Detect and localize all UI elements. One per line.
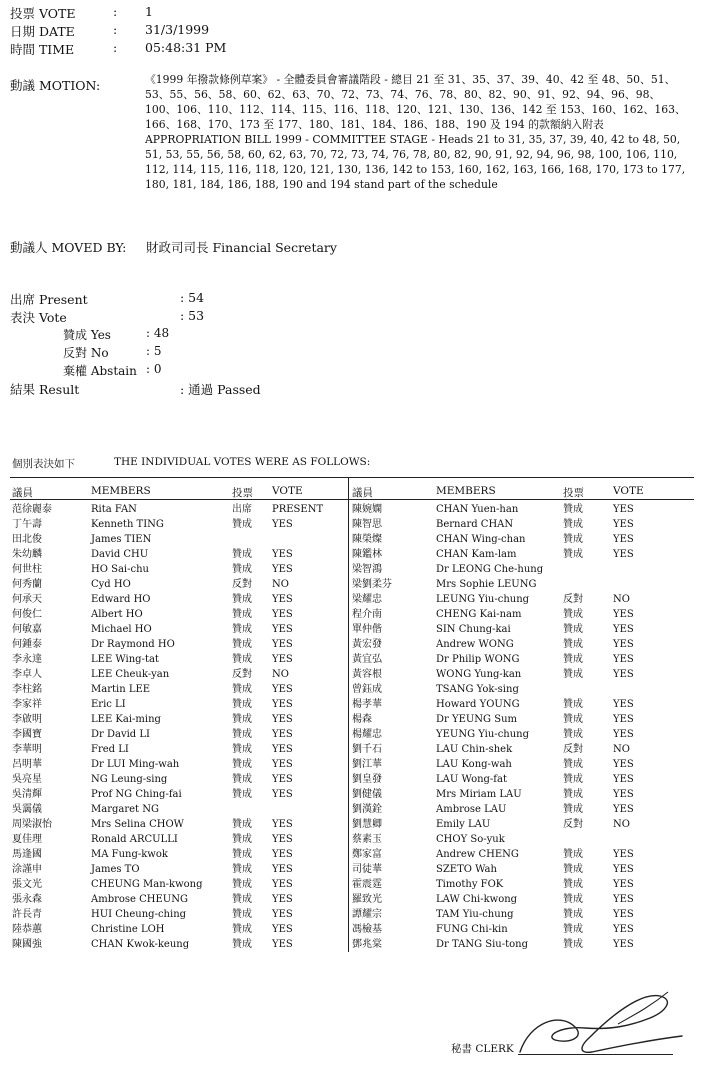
member-name-chinese: 田北俊	[12, 534, 42, 545]
vote-english: YES	[613, 939, 634, 950]
member-name-english: TAM Yiu-chung	[436, 909, 514, 920]
member-name-chinese: 許長青	[12, 909, 42, 920]
vote-chinese: 贊成	[232, 894, 252, 905]
vote-chinese: 贊成	[232, 699, 252, 710]
table-row	[0, 922, 704, 937]
vote-chinese: 贊成	[563, 759, 583, 770]
member-name-english: LAW Chi-kwong	[436, 894, 518, 905]
vote-chinese: 贊成	[232, 849, 252, 860]
member-name-english: LEE Wing-tat	[91, 654, 159, 665]
member-name-chinese: 梁劉柔芬	[352, 579, 392, 590]
vote-chinese: 贊成	[563, 519, 583, 530]
vote-english: YES	[613, 804, 634, 815]
member-name-chinese: 楊森	[352, 714, 372, 725]
vote-english: NO	[613, 744, 630, 755]
vote-english: YES	[272, 714, 293, 725]
vote-english: YES	[272, 939, 293, 950]
table-row	[0, 547, 704, 562]
member-name-chinese: 何鍾泰	[12, 639, 42, 650]
vote-english: YES	[272, 594, 293, 605]
member-name-chinese: 劉健儀	[352, 789, 382, 800]
col-vote-zh: 投票	[563, 487, 584, 499]
col-vote: VOTE	[272, 485, 303, 497]
vote-english: PRESENT	[272, 504, 324, 515]
vote-english: YES	[272, 909, 293, 920]
member-name-english: LEUNG Yiu-chung	[436, 594, 530, 605]
table-row	[0, 502, 704, 517]
vote-chinese: 贊成	[232, 864, 252, 875]
vote-chinese: 贊成	[563, 864, 583, 875]
motion-text	[145, 72, 690, 192]
vote-chinese: 反對	[563, 744, 583, 755]
member-name-english: Kenneth TING	[91, 519, 164, 530]
vote-english: YES	[272, 624, 293, 635]
vote-english: YES	[613, 879, 634, 890]
member-name-chinese: 劉江華	[352, 759, 382, 770]
col-member-zh: 議員	[12, 487, 33, 499]
table-row	[0, 937, 704, 952]
member-name-english: Edward HO	[91, 594, 151, 605]
vote-english: YES	[272, 864, 293, 875]
vote-english: YES	[613, 534, 634, 545]
member-name-english: Emily LAU	[436, 819, 491, 830]
member-name-english: David CHU	[91, 549, 149, 560]
yes-count: : 48	[146, 326, 170, 340]
member-name-chinese: 涂謹申	[12, 864, 42, 875]
table-row	[0, 817, 704, 832]
member-name-english: Ambrose CHEUNG	[91, 894, 188, 905]
vote-chinese: 贊成	[232, 759, 252, 770]
member-name-english: CHOY So-yuk	[436, 834, 505, 845]
member-name-english: CHAN Kam-lam	[436, 549, 517, 560]
table-row	[0, 832, 704, 847]
member-name-chinese: 夏佳理	[12, 834, 42, 845]
vote-number-label: 投票 VOTE	[10, 6, 76, 21]
member-name-english: WONG Yung-kan	[436, 669, 522, 680]
member-name-english: Martin LEE	[91, 684, 151, 695]
col-members: MEMBERS	[91, 485, 151, 497]
vote-chinese: 贊成	[232, 714, 252, 725]
member-name-english: Howard YOUNG	[436, 699, 520, 710]
table-row	[0, 652, 704, 667]
vote-english: YES	[613, 894, 634, 905]
vote-english: YES	[272, 879, 293, 890]
table-row	[0, 802, 704, 817]
table-row	[0, 727, 704, 742]
date-label: 日期 DATE	[10, 24, 75, 39]
vote-chinese: 贊成	[232, 774, 252, 785]
member-name-chinese: 何世柱	[12, 564, 42, 575]
table-row	[0, 877, 704, 892]
member-name-english: Dr TANG Siu-tong	[436, 939, 528, 950]
vote-chinese: 贊成	[232, 609, 252, 620]
vote-chinese: 贊成	[232, 519, 252, 530]
member-name-english: MA Fung-kwok	[91, 849, 168, 860]
vote-chinese: 贊成	[232, 879, 252, 890]
member-name-chinese: 李啟明	[12, 714, 42, 725]
vote-chinese: 贊成	[232, 939, 252, 950]
vote-english: YES	[613, 639, 634, 650]
colon: :	[113, 22, 118, 37]
member-name-english: Ambrose LAU	[436, 804, 507, 815]
vote-chinese: 贊成	[563, 654, 583, 665]
vote-chinese: 贊成	[563, 534, 583, 545]
member-name-english: SIN Chung-kai	[436, 624, 511, 635]
table-top-rule	[10, 477, 694, 478]
member-name-english: Michael HO	[91, 624, 152, 635]
vote-english: YES	[272, 849, 293, 860]
yes-label: 贊成 Yes	[63, 328, 111, 342]
no-count: : 5	[146, 344, 162, 358]
vote-chinese: 贊成	[563, 849, 583, 860]
member-name-english: HO Sai-chu	[91, 564, 149, 575]
vote-english: NO	[613, 819, 630, 830]
member-name-english: Fred LI	[91, 744, 129, 755]
member-name-chinese: 李華明	[12, 744, 42, 755]
member-name-chinese: 霍震霆	[352, 879, 382, 890]
member-name-english: Margaret NG	[91, 804, 159, 815]
member-name-english: SZETO Wah	[436, 864, 497, 875]
member-name-english: YEUNG Yiu-chung	[436, 729, 530, 740]
vote-english: YES	[613, 849, 634, 860]
time-label: 時間 TIME	[10, 42, 75, 57]
vote-chinese: 贊成	[563, 879, 583, 890]
member-name-english: LAU Chin-shek	[436, 744, 513, 755]
vote-english: YES	[613, 624, 634, 635]
table-row	[0, 607, 704, 622]
vote-chinese: 贊成	[563, 669, 583, 680]
abstain-count: : 0	[146, 362, 162, 376]
member-name-english: Eric LI	[91, 699, 126, 710]
vote-english: YES	[613, 504, 634, 515]
member-name-english: CHAN Kwok-keung	[91, 939, 190, 950]
vote-english: YES	[272, 519, 293, 530]
member-name-chinese: 程介南	[352, 609, 382, 620]
member-name-english: Mrs Miriam LAU	[436, 789, 522, 800]
abstain-label: 棄權 Abstain	[63, 364, 137, 378]
vote-english: YES	[272, 729, 293, 740]
vote-chinese: 贊成	[232, 924, 252, 935]
member-name-chinese: 馬逢國	[12, 849, 42, 860]
col-vote: VOTE	[613, 485, 644, 497]
member-name-chinese: 梁耀忠	[352, 594, 382, 605]
vote-english: YES	[272, 564, 293, 575]
member-name-english: Dr LEONG Che-hung	[436, 564, 544, 575]
moved-by-label: 動議人 MOVED BY:	[10, 240, 127, 255]
table-row	[0, 787, 704, 802]
table-row	[0, 697, 704, 712]
member-name-chinese: 何秀蘭	[12, 579, 42, 590]
table-row	[0, 592, 704, 607]
individual-votes-title-zh: 個別表決如下	[12, 458, 75, 470]
member-name-chinese: 李柱銘	[12, 684, 42, 695]
vote-english: YES	[613, 789, 634, 800]
member-name-chinese: 陳鑑林	[352, 549, 382, 560]
vote-english: YES	[613, 759, 634, 770]
vote-chinese: 反對	[232, 579, 252, 590]
member-name-english: Dr Philip WONG	[436, 654, 520, 665]
member-name-english: HUI Cheung-ching	[91, 909, 187, 920]
vote-english: YES	[613, 729, 634, 740]
member-name-english: LAU Wong-fat	[436, 774, 507, 785]
member-name-chinese: 陳智思	[352, 519, 382, 530]
member-name-chinese: 李國寶	[12, 729, 42, 740]
vote-english: YES	[613, 774, 634, 785]
table-row	[0, 712, 704, 727]
member-name-english: LEE Kai-ming	[91, 714, 161, 725]
member-name-english: Ronald ARCULLI	[91, 834, 178, 845]
member-name-chinese: 范徐麗泰	[12, 504, 52, 515]
member-name-english: Andrew WONG	[436, 639, 514, 650]
member-name-english: Albert HO	[91, 609, 143, 620]
vote-chinese: 贊成	[563, 624, 583, 635]
member-name-english: Dr LUI Ming-wah	[91, 759, 180, 770]
member-name-english: Andrew CHENG	[436, 849, 519, 860]
member-name-chinese: 單仲偕	[352, 624, 382, 635]
vote-english: YES	[272, 549, 293, 560]
member-name-chinese: 陸恭蕙	[12, 924, 42, 935]
vote-chinese: 反對	[563, 594, 583, 605]
member-name-chinese: 馮檢基	[352, 924, 382, 935]
member-name-english: Bernard CHAN	[436, 519, 514, 530]
vote-english: YES	[272, 609, 293, 620]
vote-chinese: 贊成	[563, 804, 583, 815]
member-name-english: Dr David LI	[91, 729, 150, 740]
vote-chinese: 贊成	[563, 729, 583, 740]
vote-chinese: 贊成	[232, 819, 252, 830]
vote-english: YES	[613, 714, 634, 725]
vote-chinese: 贊成	[563, 714, 583, 725]
member-name-english: FUNG Chi-kin	[436, 924, 508, 935]
clerk-signature	[500, 982, 690, 1064]
member-name-english: Prof NG Ching-fai	[91, 789, 182, 800]
member-name-chinese: 朱幼麟	[12, 549, 42, 560]
vote-english: YES	[613, 549, 634, 560]
vote-english: YES	[272, 639, 293, 650]
member-name-chinese: 張永森	[12, 894, 42, 905]
member-name-chinese: 周梁淑怡	[12, 819, 52, 830]
vote-english: YES	[272, 774, 293, 785]
member-name-english: Dr YEUNG Sum	[436, 714, 517, 725]
member-name-chinese: 何敏嘉	[12, 624, 42, 635]
table-row	[0, 772, 704, 787]
vote-english: YES	[272, 834, 293, 845]
table-row	[0, 562, 704, 577]
member-name-english: James TO	[91, 864, 140, 875]
member-name-chinese: 梁智鴻	[352, 564, 382, 575]
vote-english: YES	[613, 519, 634, 530]
clerk-label: 秘書 CLERK	[451, 1043, 514, 1055]
motion-chinese: 《1999 年撥款條例草案》 - 全體委員會審議階段 - 總目 21 至 31、35、37、39、40、42 至 48、50、51、53、55、56、58、60、62、63、70、72、73、74、76、78、80、82、90、91、92、94、96、98、100、106、110、112、114、115、116、118、120、121、130、136、142 至 153、160、162、163、166、168、170、173 至 177、180、181、184、186、188、190 及 194 的款額納入附表	[145, 73, 686, 131]
vote-english: YES	[272, 654, 293, 665]
col-vote-zh: 投票	[232, 487, 253, 499]
table-row	[0, 847, 704, 862]
member-name-english: TSANG Yok-sing	[436, 684, 519, 695]
member-name-chinese: 呂明華	[12, 759, 42, 770]
member-name-chinese: 陳國強	[12, 939, 42, 950]
result-label: 結果 Result	[10, 382, 80, 397]
result-value: : 通過 Passed	[180, 382, 261, 397]
vote-english: YES	[272, 924, 293, 935]
table-row	[0, 517, 704, 532]
member-name-english: CHENG Kai-nam	[436, 609, 522, 620]
member-name-chinese: 譚耀宗	[352, 909, 382, 920]
member-name-english: CHAN Wing-chan	[436, 534, 526, 545]
vote-english: YES	[272, 699, 293, 710]
member-name-chinese: 陳婉嫻	[352, 504, 382, 515]
table-row	[0, 667, 704, 682]
date-value: 31/3/1999	[145, 22, 210, 37]
vote-chinese: 贊成	[563, 789, 583, 800]
member-name-chinese: 黃宜弘	[352, 654, 382, 665]
vote-chinese: 贊成	[563, 909, 583, 920]
vote-chinese: 贊成	[563, 549, 583, 560]
vote-chinese: 贊成	[232, 744, 252, 755]
table-row	[0, 757, 704, 772]
member-name-chinese: 蔡素玉	[352, 834, 382, 845]
member-name-chinese: 曾鈺成	[352, 684, 382, 695]
member-name-english: CHEUNG Man-kwong	[91, 879, 203, 890]
table-row	[0, 622, 704, 637]
vote-english: YES	[613, 699, 634, 710]
member-name-english: Christine LOH	[91, 924, 165, 935]
member-name-chinese: 鄧兆棠	[352, 939, 382, 950]
vote-chinese: 贊成	[563, 609, 583, 620]
table-row	[0, 862, 704, 877]
member-name-english: NG Leung-sing	[91, 774, 168, 785]
member-name-english: Rita FAN	[91, 504, 137, 515]
member-name-english: Mrs Sophie LEUNG	[436, 579, 537, 590]
member-name-chinese: 李永達	[12, 654, 42, 665]
present-label: 出席 Present	[10, 292, 88, 307]
member-name-english: CHAN Yuen-han	[436, 504, 519, 515]
member-name-chinese: 李家祥	[12, 699, 42, 710]
vote-count-label: 表決 Vote	[10, 310, 67, 325]
vote-number: 1	[145, 4, 153, 19]
member-name-chinese: 楊孝華	[352, 699, 382, 710]
member-name-english: Cyd HO	[91, 579, 131, 590]
member-name-chinese: 劉漢銓	[352, 804, 382, 815]
motion-label: 動議 MOTION:	[10, 78, 101, 93]
table-row	[0, 742, 704, 757]
time-value: 05:48:31 PM	[145, 40, 227, 55]
vote-chinese: 贊成	[232, 834, 252, 845]
vote-english: YES	[272, 759, 293, 770]
member-name-chinese: 丁午壽	[12, 519, 42, 530]
vote-chinese: 出席	[232, 504, 252, 515]
vote-english: YES	[613, 654, 634, 665]
vote-chinese: 贊成	[563, 924, 583, 935]
vote-chinese: 贊成	[232, 594, 252, 605]
vote-english: YES	[613, 669, 634, 680]
member-name-chinese: 司徒華	[352, 864, 382, 875]
vote-chinese: 贊成	[232, 639, 252, 650]
member-name-chinese: 何承天	[12, 594, 42, 605]
vote-chinese: 贊成	[563, 939, 583, 950]
col-members: MEMBERS	[436, 485, 496, 497]
vote-english: YES	[613, 924, 634, 935]
member-name-chinese: 吳靄儀	[12, 804, 42, 815]
vote-chinese: 贊成	[232, 624, 252, 635]
member-name-chinese: 劉慧卿	[352, 819, 382, 830]
vote-chinese: 贊成	[563, 774, 583, 785]
vote-chinese: 贊成	[232, 684, 252, 695]
member-name-chinese: 吳清輝	[12, 789, 42, 800]
member-name-chinese: 楊耀忠	[352, 729, 382, 740]
vote-english: YES	[613, 864, 634, 875]
col-member-zh: 議員	[352, 487, 373, 499]
member-name-chinese: 吳亮星	[12, 774, 42, 785]
present-count: : 54	[180, 290, 205, 305]
vote-english: YES	[272, 744, 293, 755]
vote-chinese: 贊成	[563, 894, 583, 905]
motion-english: APPROPRIATION BILL 1999 - COMMITTEE STAGE - Heads 21 to 31, 35, 37, 39, 40, 42 to 48, 50, 51, 53, 55, 56, 58, 60, 62, 63, 70, 72, 73, 74, 76, 78, 80, 82, 90, 91, 92, 94, 96, 98, 100, 106, 110, 112, 114, 115, 116, 118, 120, 121, 130, 136, 142 to 153, 160, 162, 163, 166, 168, 170, 173 to 177, 180, 181, 184, 186, 188, 190 and 194 stand part of the schedule	[145, 133, 686, 191]
member-name-chinese: 劉千石	[352, 744, 382, 755]
vote-chinese: 反對	[232, 669, 252, 680]
vote-chinese: 贊成	[232, 789, 252, 800]
vote-chinese: 反對	[563, 819, 583, 830]
member-name-english: LEE Cheuk-yan	[91, 669, 170, 680]
vote-english: YES	[272, 684, 293, 695]
vote-english: NO	[272, 579, 289, 590]
vote-chinese: 贊成	[563, 504, 583, 515]
member-name-chinese: 李卓人	[12, 669, 42, 680]
member-name-chinese: 黃宏發	[352, 639, 382, 650]
table-row	[0, 532, 704, 547]
member-name-english: Timothy FOK	[436, 879, 504, 890]
vote-english: YES	[613, 909, 634, 920]
member-name-english: Dr Raymond HO	[91, 639, 175, 650]
vote-chinese: 贊成	[563, 699, 583, 710]
member-name-chinese: 張文光	[12, 879, 42, 890]
vote-english: YES	[272, 894, 293, 905]
vote-chinese: 贊成	[232, 909, 252, 920]
member-name-chinese: 黃容根	[352, 669, 382, 680]
table-row	[0, 637, 704, 652]
vote-english: NO	[272, 669, 289, 680]
member-name-chinese: 羅致光	[352, 894, 382, 905]
vote-count: : 53	[180, 308, 205, 323]
member-name-chinese: 陳榮燦	[352, 534, 382, 545]
vote-chinese: 贊成	[563, 639, 583, 650]
vote-english: NO	[613, 594, 630, 605]
moved-by-value: 財政司司長 Financial Secretary	[146, 240, 337, 255]
member-name-chinese: 鄭家富	[352, 849, 382, 860]
vote-english: YES	[272, 789, 293, 800]
table-row	[0, 682, 704, 697]
vote-chinese: 贊成	[232, 564, 252, 575]
member-name-english: Mrs Selina CHOW	[91, 819, 184, 830]
vote-chinese: 贊成	[232, 654, 252, 665]
member-name-english: James TIEN	[91, 534, 152, 545]
colon: :	[113, 40, 118, 55]
no-label: 反對 No	[63, 346, 109, 360]
individual-votes-title-en: THE INDIVIDUAL VOTES WERE AS FOLLOWS:	[114, 456, 371, 468]
vote-english: YES	[613, 609, 634, 620]
table-row	[0, 577, 704, 592]
table-row	[0, 907, 704, 922]
table-row	[0, 892, 704, 907]
member-name-english: LAU Kong-wah	[436, 759, 512, 770]
colon: :	[113, 4, 118, 19]
member-name-chinese: 劉皇發	[352, 774, 382, 785]
vote-chinese: 贊成	[232, 549, 252, 560]
member-name-chinese: 何俊仁	[12, 609, 42, 620]
vote-chinese: 贊成	[232, 729, 252, 740]
vote-english: YES	[272, 819, 293, 830]
